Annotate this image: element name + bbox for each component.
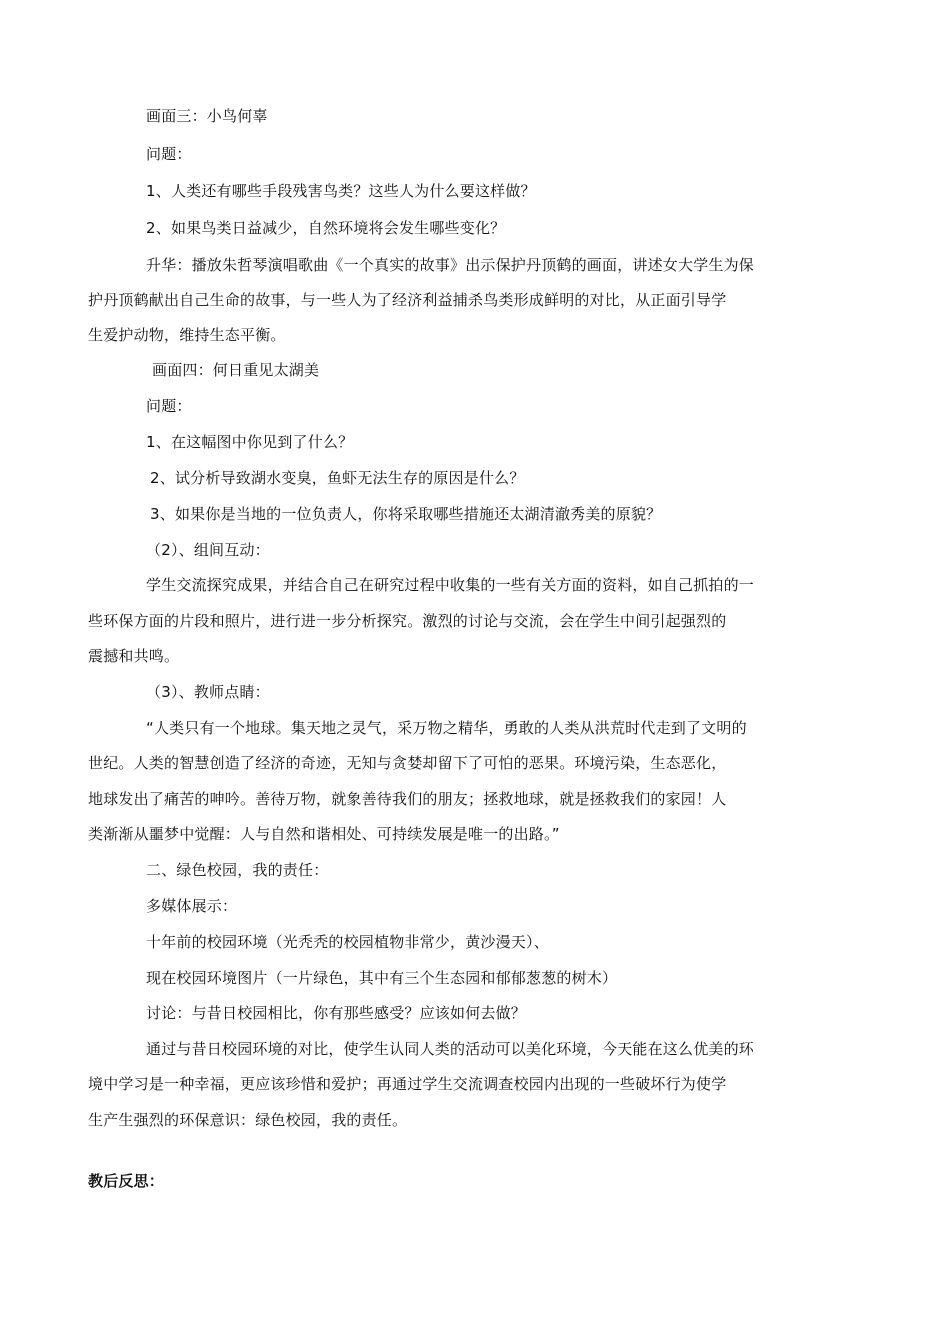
question-item: 2、试分析导致湖水变臭，鱼虾无法生存的原因是什么？ — [150, 469, 525, 487]
heading-scene-three: 画面三：小鸟何辜 — [146, 107, 268, 125]
quote-line: 类渐渐从噩梦中觉醒：人与自然和谐相处、可持续发展是唯一的出路。” — [88, 825, 560, 843]
heading-scene-four: 画面四：何日重见太湖美 — [152, 361, 320, 379]
questions-label: 问题： — [146, 397, 192, 415]
paragraph-line: 学生交流探究成果，并结合自己在研究过程中收集的一些有关方面的资料，如自己抓拍的一 — [146, 576, 755, 594]
paragraph-line: 境中学习是一种幸福，更应该珍惜和爱护；再通过学生交流调查校园内出现的一些破坏行为使学 — [88, 1075, 727, 1093]
question-item: 1、人类还有哪些手段残害鸟类？这些人为什么要这样做？ — [146, 182, 536, 200]
question-item: 3、如果你是当地的一位负责人，你将采取哪些措施还太湖清澈秀美的原貌？ — [150, 505, 662, 523]
question-item: 1、在这幅图中你见到了什么？ — [146, 433, 354, 451]
paragraph-line: 通过与昔日校园环境的对比，使学生认同人类的活动可以美化环境，今天能在这么优美的环 — [146, 1040, 755, 1058]
reflection-heading: 教后反思： — [88, 1172, 165, 1190]
paragraph-line: 护丹顶鹤献出自己生命的故事，与一些人为了经济利益捕杀鸟类形成鲜明的对比，从正面引导学 — [88, 291, 727, 309]
quote-line: “人类只有一个地球。集天地之灵气，采万物之精华，勇敢的人类从洪荒时代走到了文明的 — [146, 719, 747, 737]
paragraph-line: 生产生强烈的环保意识：绿色校园，我的责任。 — [88, 1111, 408, 1129]
paragraph-line: 升华：播放朱哲琴演唱歌曲《一个真实的故事》出示保护丹顶鹤的画面，讲述女大学生为保 — [146, 256, 755, 274]
paragraph-line: 生爱护动物，维持生态平衡。 — [88, 326, 286, 344]
multimedia-label: 多媒体展示： — [146, 897, 238, 915]
discussion-line: 讨论：与昔日校园相比，你有那些感受？应该如何去做？ — [146, 1004, 527, 1022]
quote-line: 地球发出了痛苦的呻吟。善待万物，就象善待我们的朋友；拯救地球，就是拯救我们的家园！人 — [88, 790, 727, 808]
multimedia-item: 现在校园环境图片（一片绿色，其中有三个生态园和郁郁葱葱的树木） — [146, 969, 618, 987]
multimedia-item: 十年前的校园环境（光秃秃的校园植物非常少，黄沙漫天）、 — [146, 933, 549, 951]
paragraph-line: 些环保方面的片段和照片，进行进一步分析探究。激烈的讨论与交流，会在学生中间引起强烈的 — [88, 612, 727, 630]
section-heading: 二、绿色校园，我的责任： — [146, 861, 329, 879]
questions-label: 问题： — [146, 145, 192, 163]
section-subheading: （3）、教师点睛： — [146, 683, 270, 701]
paragraph-line: 震撼和共鸣。 — [88, 647, 180, 665]
section-subheading: （2）、组间互动： — [146, 541, 270, 559]
quote-line: 世纪。人类的智慧创造了经济的奇迹，无知与贪婪却留下了可怕的恶果。环境污染，生态恶化， — [88, 754, 727, 772]
question-item: 2、如果鸟类日益减少，自然环境将会发生哪些变化？ — [146, 219, 506, 237]
